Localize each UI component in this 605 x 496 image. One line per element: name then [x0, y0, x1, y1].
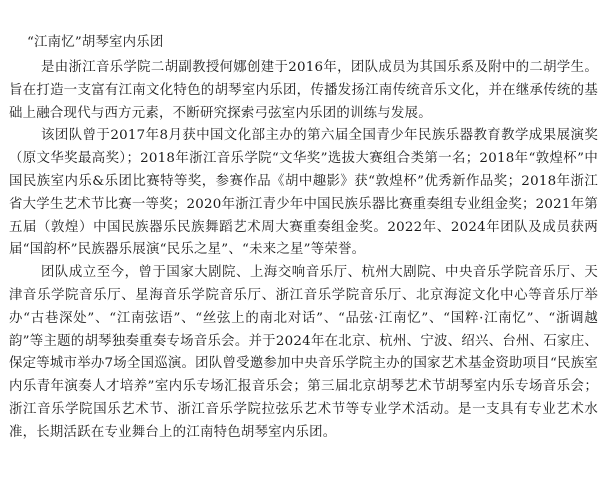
- document-body: [9, 57, 598, 445]
- paragraph-intro: 是由浙江音乐学院二胡副教授何娜创建于2016年，团队成员为其国乐系及附中的二胡学生。旨在打造一支富有江南文化特色的胡琴室内乐团，传播发扬江南传统音乐文化，并在继承传统的基础上融合现代与西方元素，不断研究探索弓弦室内乐团的训练与发展。: [9, 60, 598, 121]
- document-title: “江南忆”胡琴室内乐团: [27, 35, 164, 50]
- paragraph-awards: 该团队曾于2017年8月获中国文化部主办的第六届全国青少年民族乐器教育教学成果展演奖（原文华奖最高奖）；2018年浙江音乐学院“文华奖”选拔大赛组合类第一名；2018年“敦煌杯”中国民族室内乐&乐团比赛特等奖，参赛作品《胡中趣影》获“敦煌杯”优秀新作品奖；2018年浙江省大学生艺术节比赛一等奖；2020年浙江青少年中国民族乐器比赛重奏组专业组金奖；2021年第五届（敦煌）中国民族器乐民族舞蹈艺术周大赛重奏组金奖。2022年、2024年团队及成员获两届“国韵杯”民族器乐展演“民乐之星”、“未来之星”等荣誉。: [9, 128, 598, 258]
- paragraph-performances: 团队成立至今，曾于国家大剧院、上海交响音乐厅、杭州大剧院、中央音乐学院音乐厅、天津音乐学院音乐厅、星海音乐学院音乐厅、浙江音乐学院音乐厅、北京海淀文化中心等音乐厅举办“古巷深处”、“江南弦语”、“丝弦上的南北对话”、“品弦·江南忆”、“国粹·江南忆”、“浙调越韵”等主题的胡琴独奏重奏专场音乐会。并于2024年在北京、杭州、宁波、绍兴、台州、石家庄、保定等城市举办7场全国巡演。团队曾受邀参加中央音乐学院主办的国家艺术基金资助项目“民族室内乐青年演奏人才培养”室内乐专场汇报音乐会；第三届北京胡琴艺术节胡琴室内乐专场音乐会；浙江音乐学院国乐艺术节、浙江音乐学院拉弦乐艺术节等专业学术活动。是一支具有专业艺术水准，长期活跃在专业舞台上的江南特色胡琴室内乐团。: [9, 265, 598, 440]
